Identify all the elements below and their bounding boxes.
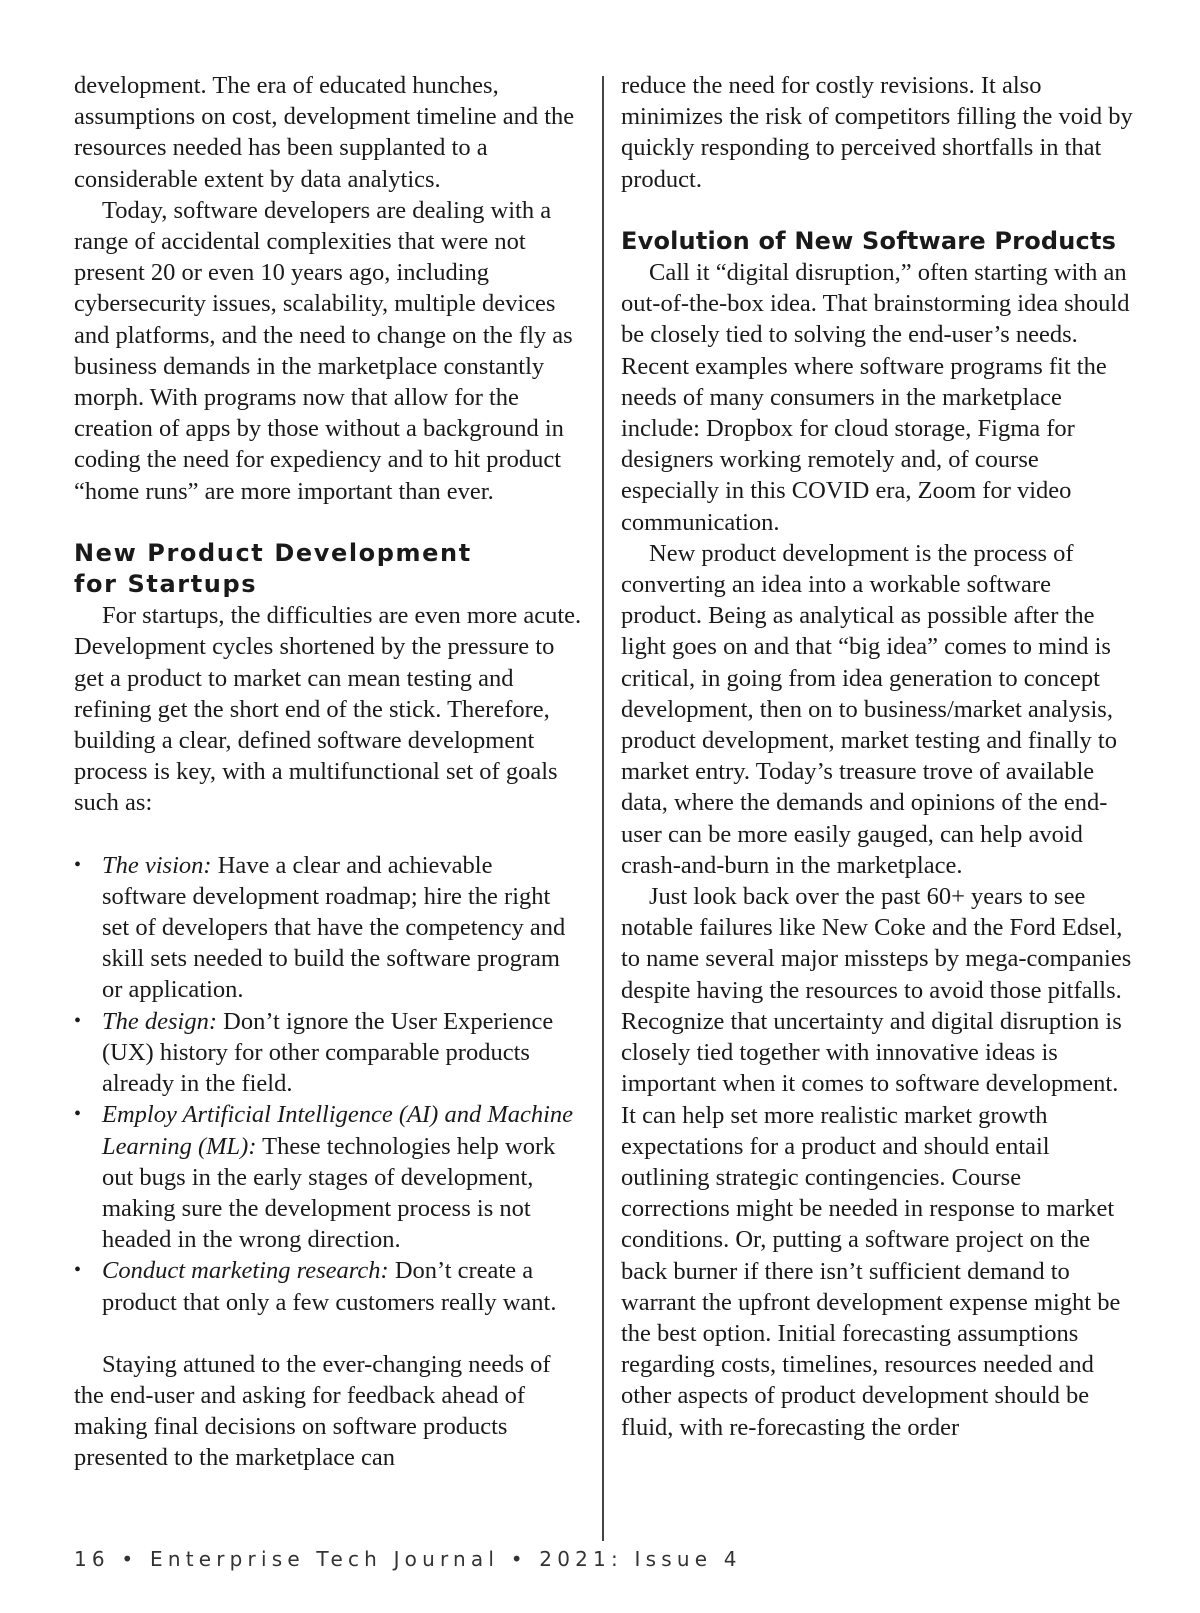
- list-item-text: Don’t ignore the User Experience (UX) history for other comparable products already in the field.: [102, 1007, 554, 1098]
- body-paragraph: Just look back over the past 60+ years to see notable failures like New Coke and the Ford Edsel, to name several major missteps by mega-companies despite having the resources to avoid those pitfalls. Recognize that uncertainty and digital disruption is closely tied together with innovative ideas is important when it comes to software development. It can help set more realistic market growth expectations for a product and should entail outlining strategic contingencies. Course corrections might be needed in response to market conditions. Or, putting a software project on the back burner if there isn’t sufficient demand to warrant the upfront development expense might be the best option. Initial forecasting assumptions regarding costs, timelines, resources needed and other aspects of product development should be fluid, with re-forecasting the order: [621, 883, 1132, 1441]
- body-paragraph: Staying attuned to the ever-changing needs of the end-user and asking for feedback ahead of making final decisions on software products presented to the marketplace can: [74, 1350, 551, 1472]
- list-item: [74, 1255, 582, 1317]
- goals-list: [74, 850, 582, 1318]
- list-item-lead: The design:: [102, 1007, 217, 1035]
- section-heading-evolution: Evolution of New Software Products: [621, 226, 1117, 255]
- list-item: [74, 850, 582, 1006]
- list-item-text: Don’t create a product that only a few customers really want.: [102, 1257, 557, 1316]
- list-item-lead: The vision:: [102, 851, 212, 879]
- heading-line: New Product Development: [74, 538, 472, 567]
- publication-name: Enterprise Tech Journal: [149, 1547, 500, 1571]
- list-item: [74, 1099, 582, 1255]
- body-paragraph: New product development is the process of converting an idea into a workable software product. Being as analytical as possible after the light goes on and that “big idea” comes to mind is critical, in going from idea generation to concept development, then on to business/market analysis, product development, market testing and finally to market entry. Today’s treasure trove of available data, where the demands and opinions of the end-user can be more easily gauged, can help avoid crash-and-burn in the marketplace.: [621, 539, 1117, 879]
- list-item-lead: Employ Artificial Intelligence (AI) and Machine Learning (ML):: [102, 1101, 574, 1160]
- heading-line: for Startups: [74, 570, 258, 599]
- page-footer: [74, 1547, 742, 1571]
- bullet-icon: •: [74, 1103, 82, 1126]
- footer-separator: •: [510, 1547, 528, 1571]
- bullet-icon: •: [74, 1009, 82, 1032]
- footer-separator: •: [121, 1547, 139, 1571]
- list-item-text: These technologies help work out bugs in the early stages of development, making sure the development process is not headed in the wrong direction.: [102, 1132, 556, 1254]
- bullet-icon: •: [74, 1259, 82, 1282]
- column-divider: [602, 76, 604, 1541]
- body-paragraph: development. The era of educated hunches, assumptions on cost, development timeline and the resources needed has been supplanted to a considerable extent by data analytics.: [74, 72, 575, 193]
- body-paragraph: Call it “digital disruption,” often starting with an out-of-the-box idea. That brainstorming idea should be closely tied to solving the end-user’s needs. Recent examples where software programs fit the needs of many consumers in the marketplace include: Dropbox for cloud storage, Figma for designers working remotely and, of course especially in this COVID era, Zoom for video communication.: [621, 259, 1130, 536]
- section-heading-startups: [74, 538, 582, 600]
- issue-label: 2021: Issue 4: [539, 1547, 742, 1571]
- bullet-icon: •: [74, 853, 82, 876]
- body-paragraph: Today, software developers are dealing with a range of accidental complexities that were not present 20 or even 10 years ago, including cybersecurity issues, scalability, multiple devices and platforms, and the need to change on the fly as business demands in the marketplace constantly morph. With programs now that allow for the creation of apps by those without a background in coding the need for expediency and to hit product “home runs” are more important than ever.: [74, 196, 573, 505]
- right-column: [621, 70, 1133, 1443]
- left-column: [74, 70, 582, 1474]
- list-item-text: Have a clear and achievable software development roadmap; hire the right set of developers that have the competency and skill sets needed to build the software program or application.: [102, 851, 566, 1004]
- body-paragraph: For startups, the difficulties are even more acute. Development cycles shortened by the pressure to get a product to market can mean testing and refining get the short end of the stick. Therefore, building a clear, defined software development process is key, with a multifunctional set of goals such as:: [74, 602, 582, 817]
- list-item: [74, 1006, 582, 1100]
- body-paragraph: reduce the need for costly revisions. It also minimizes the risk of competitors filling the void by quickly responding to perceived shortfalls in that product.: [621, 72, 1133, 193]
- list-item-lead: Conduct marketing research:: [102, 1257, 389, 1285]
- page-number: 16: [74, 1547, 110, 1571]
